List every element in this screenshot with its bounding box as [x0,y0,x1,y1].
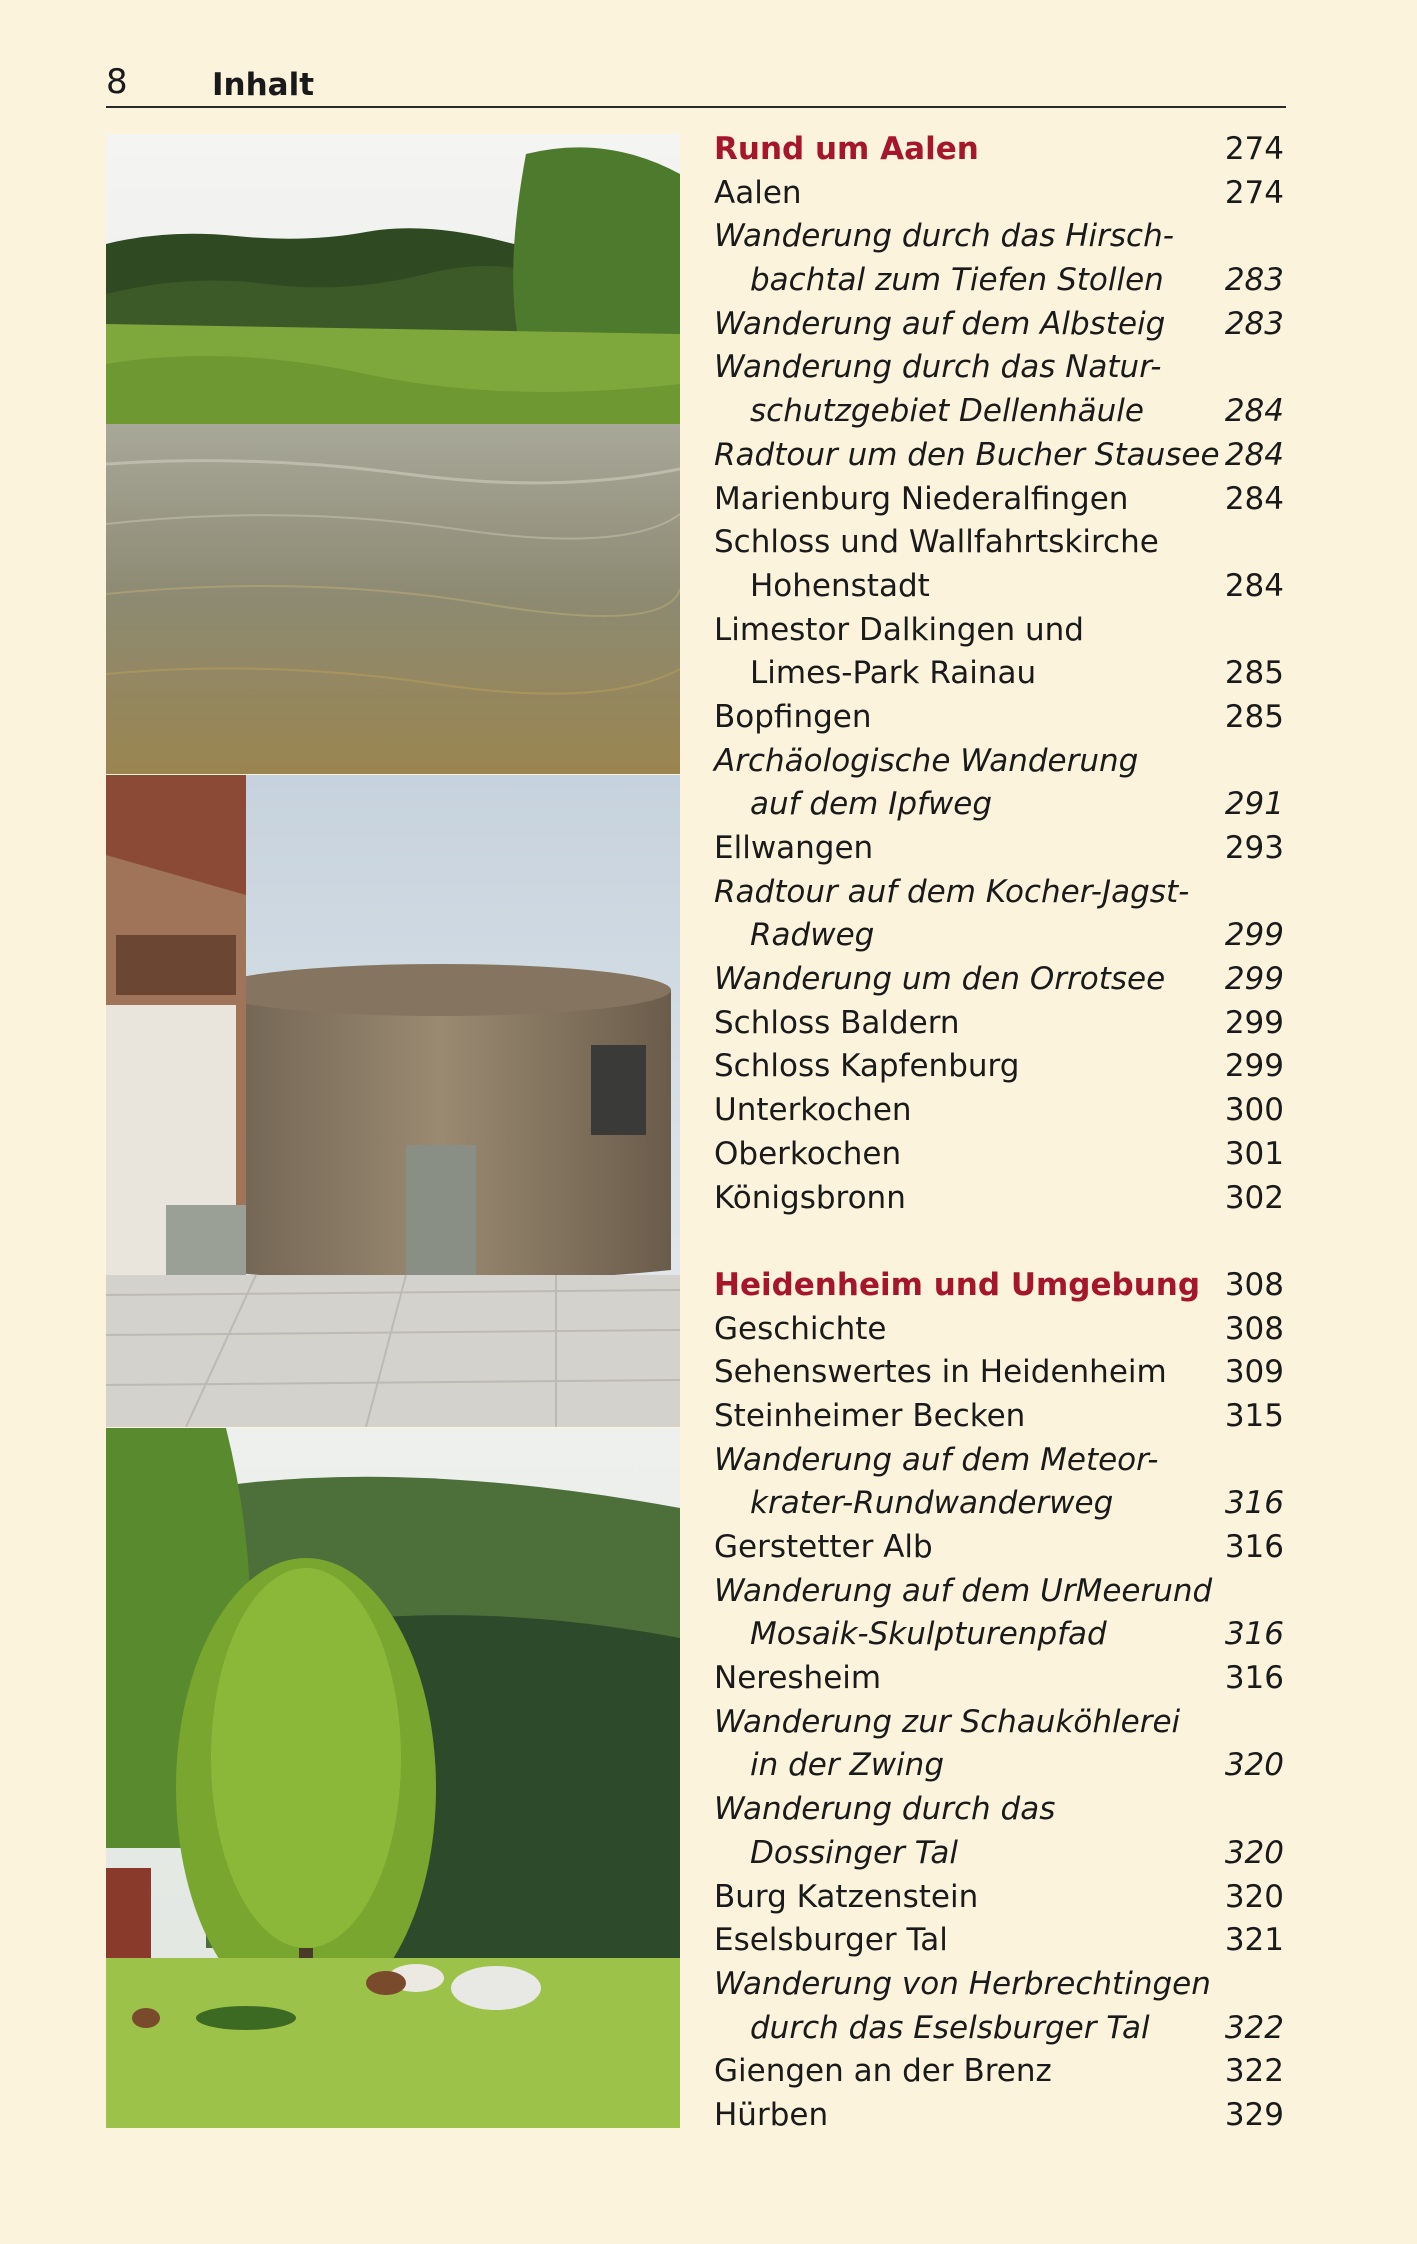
toc-entry[interactable] [714,609,1284,696]
page-header [106,62,1286,108]
toc-page-number: 274 [1224,131,1284,167]
toc-entry-line: Wanderung durch das Natur- [714,349,1162,386]
table-of-contents [714,128,1284,2138]
toc-entry[interactable] [714,1570,1284,1657]
toc-page-number: 299 [1224,961,1284,998]
toc-entry-line: Mosaik-Skulpturenpfad [750,1616,1107,1653]
toc-page-number: 321 [1224,1922,1284,1959]
toc-entry-line: Limestor Dalkingen und [714,611,1084,648]
toc-entry-line: Radtour auf dem Kocher-Jagst- [714,873,1190,910]
toc-entry-title [714,172,1204,216]
toc-entry[interactable] [714,1133,1284,1177]
toc-entry[interactable] [714,1045,1284,1089]
toc-entry-title [714,1133,1204,1177]
toc-entry-line: Wanderung auf dem Meteor- [714,1441,1159,1478]
toc-entry-line: Bopfingen [714,698,872,735]
toc-entry-line: Eselsburger Tal [714,1922,948,1959]
toc-entry-line: Hohenstadt [750,567,930,604]
toc-entry[interactable] [714,1002,1284,1046]
toc-entry-title [714,1395,1204,1439]
section-gap [714,1220,1284,1264]
toc-page-number: 300 [1224,1092,1284,1129]
meadow-horses-photo [106,1428,680,2128]
toc-entry-title [714,1919,1204,1963]
toc-entry[interactable] [714,2094,1284,2138]
toc-page-number: 284 [1224,393,1284,430]
toc-entry[interactable] [714,1876,1284,1920]
toc-entry-title [714,871,1204,958]
toc-entry-line: Königsbronn [714,1179,906,1216]
toc-entry[interactable] [714,1439,1284,1526]
toc-page-number: 320 [1224,1834,1284,1871]
toc-entry-line: Radweg [750,917,875,954]
toc-entry-line: Dossinger Tal [750,1834,959,1871]
toc-entry-line: Unterkochen [714,1092,912,1129]
toc-page-number: 309 [1224,1354,1284,1391]
toc-page-number: 316 [1224,1529,1284,1565]
toc-page-number: 308 [1224,1310,1284,1347]
toc-entry[interactable] [714,303,1284,347]
toc-entry-title [714,303,1204,347]
toc-entry-line: Schloss Kapfenburg [714,1048,1020,1085]
toc-entry-title [714,827,1204,871]
toc-entry-line: Oberkochen [714,1135,902,1172]
toc-chapter-heading[interactable] [714,128,1284,172]
toc-entry-line: Wanderung auf dem UrMeerund [714,1572,1213,1609]
toc-entry[interactable] [714,696,1284,740]
toc-entry-line: Radtour um den Bucher Stausee [714,436,1220,473]
toc-entry[interactable] [714,2050,1284,2094]
toc-entry-title [714,1657,1204,1701]
toc-entry-line: Wanderung von Herbrechtingen [714,1965,1211,2002]
toc-page-number: 285 [1224,698,1284,735]
toc-page-number: 302 [1224,1179,1284,1216]
toc-entry[interactable] [714,1657,1284,1701]
toc-entry-line: krater-Rundwanderweg [750,1485,1114,1522]
toc-entry[interactable] [714,1701,1284,1788]
toc-entry-line: Ellwangen [714,830,874,866]
toc-entry-title [714,1701,1204,1788]
section-title: Inhalt [212,67,315,103]
toc-page-number: 320 [1224,1878,1284,1915]
toc-page-number: 284 [1224,567,1284,604]
toc-entry-line: Wanderung durch das Hirsch- [714,218,1174,255]
toc-entry[interactable] [714,521,1284,608]
toc-entry-title [714,958,1204,1002]
toc-entry-line: Heidenheim und Umgebung [714,1266,1201,1303]
toc-entry[interactable] [714,434,1284,478]
toc-page-number: 283 [1224,262,1284,299]
toc-entry[interactable] [714,871,1284,958]
toc-entry-title [714,609,1204,696]
toc-entry-line: Wanderung um den Orrotsee [714,961,1166,998]
toc-page-number: 308 [1224,1266,1284,1303]
toc-entry-line: Wanderung auf dem Albsteig [714,305,1166,342]
building-photo [106,775,680,1427]
toc-entry-title [714,2050,1204,2094]
toc-entry[interactable] [714,1963,1284,2050]
toc-entry-title [714,740,1204,827]
toc-entry-line: Sehenswertes in Heidenheim [714,1354,1167,1391]
toc-page-number: 285 [1224,655,1284,692]
toc-entry-title [714,1963,1211,2050]
toc-page-number: 299 [1224,1048,1284,1085]
toc-page-number: 299 [1224,1004,1284,1041]
page-number: 8 [106,62,129,102]
toc-entry-title [714,434,1220,478]
toc-entry-title [714,1570,1212,1657]
toc-page-number: 316 [1224,1485,1284,1522]
toc-entry-line: Aalen [714,174,802,211]
toc-entry-line: auf dem Ipfweg [750,786,993,823]
toc-entry-line: Giengen an der Brenz [714,2053,1052,2090]
toc-entry[interactable] [714,1919,1284,1963]
toc-entry-title [714,521,1204,608]
toc-entry[interactable] [714,1177,1284,1221]
toc-entry-title [714,2094,1204,2138]
toc-page-number: 299 [1224,917,1284,954]
toc-page-number: 284 [1224,480,1284,517]
toc-entry-title [714,215,1204,302]
toc-entry-title [714,346,1204,433]
toc-entry-title [714,1351,1204,1395]
toc-entry-title [714,1439,1204,1526]
toc-page-number: 329 [1224,2096,1284,2133]
toc-entry-line: durch das Eselsburger Tal [750,2009,1150,2046]
toc-entry-line: Steinheimer Becken [714,1397,1026,1434]
toc-entry[interactable] [714,827,1284,871]
toc-entry[interactable] [714,346,1284,433]
toc-entry-line: Rund um Aalen [714,131,979,167]
toc-entry-line: Burg Katzenstein [714,1878,979,1915]
toc-entry-line: Marienburg Niederalfingen [714,480,1129,517]
toc-entry-line: Geschichte [714,1310,887,1347]
toc-entry[interactable] [714,740,1284,827]
toc-entry[interactable] [714,1089,1284,1133]
toc-entry[interactable] [714,958,1284,1002]
toc-entry-title [714,1002,1204,1046]
header-rule [106,106,1286,108]
toc-entry-line: Hürben [714,2096,829,2133]
toc-entry-title [714,696,1204,740]
toc-entry-line: schutzgebiet Dellenhäule [750,393,1144,430]
river-photo [106,134,680,774]
toc-page-number: 322 [1224,2009,1284,2046]
toc-entry-line: Wanderung durch das [714,1791,1056,1828]
toc-entry-title [714,1876,1204,1920]
toc-page-number: 301 [1224,1135,1284,1172]
toc-entry-title [714,478,1204,522]
toc-entry-title [714,1089,1204,1133]
toc-entry-title [714,128,1204,172]
toc-entry-title [714,1177,1204,1221]
toc-entry-line: in der Zwing [750,1747,944,1784]
toc-page-number: 293 [1224,830,1284,866]
toc-entry-line: Schloss und Wallfahrtskirche [714,524,1159,561]
toc-page-number: 315 [1224,1397,1284,1434]
toc-page-number: 291 [1224,786,1284,823]
toc-page-number: 316 [1224,1616,1284,1653]
toc-entry[interactable] [714,478,1284,522]
toc-entry[interactable] [714,1351,1284,1395]
toc-page-number: 322 [1224,2053,1284,2090]
toc-entry[interactable] [714,1308,1284,1352]
toc-page-number: 274 [1224,174,1284,211]
toc-entry-line: Wanderung zur Schauköhlerei [714,1703,1181,1740]
toc-entry[interactable] [714,1526,1284,1570]
toc-entry-line: Schloss Baldern [714,1004,960,1041]
toc-chapter-heading[interactable] [714,1264,1284,1308]
toc-entry-line: Neresheim [714,1660,882,1697]
toc-entry[interactable] [714,215,1284,302]
toc-entry[interactable] [714,172,1284,216]
toc-entry-line: Gerstetter Alb [714,1529,933,1565]
toc-entry-title [714,1308,1204,1352]
toc-page-number: 283 [1224,305,1284,342]
toc-entry[interactable] [714,1395,1284,1439]
toc-page-number: 284 [1224,436,1284,473]
toc-entry-title [714,1788,1204,1875]
toc-entry-line: bachtal zum Tiefen Stollen [750,262,1164,299]
toc-entry-line: Limes-Park Rainau [750,655,1037,692]
toc-entry-line: Archäologische Wanderung [714,742,1139,779]
toc-entry-title [714,1526,1204,1570]
toc-entry-title [714,1045,1204,1089]
toc-page-number: 320 [1224,1747,1284,1784]
toc-entry[interactable] [714,1788,1284,1875]
toc-page-number: 316 [1224,1660,1284,1697]
toc-entry-title [714,1264,1204,1308]
